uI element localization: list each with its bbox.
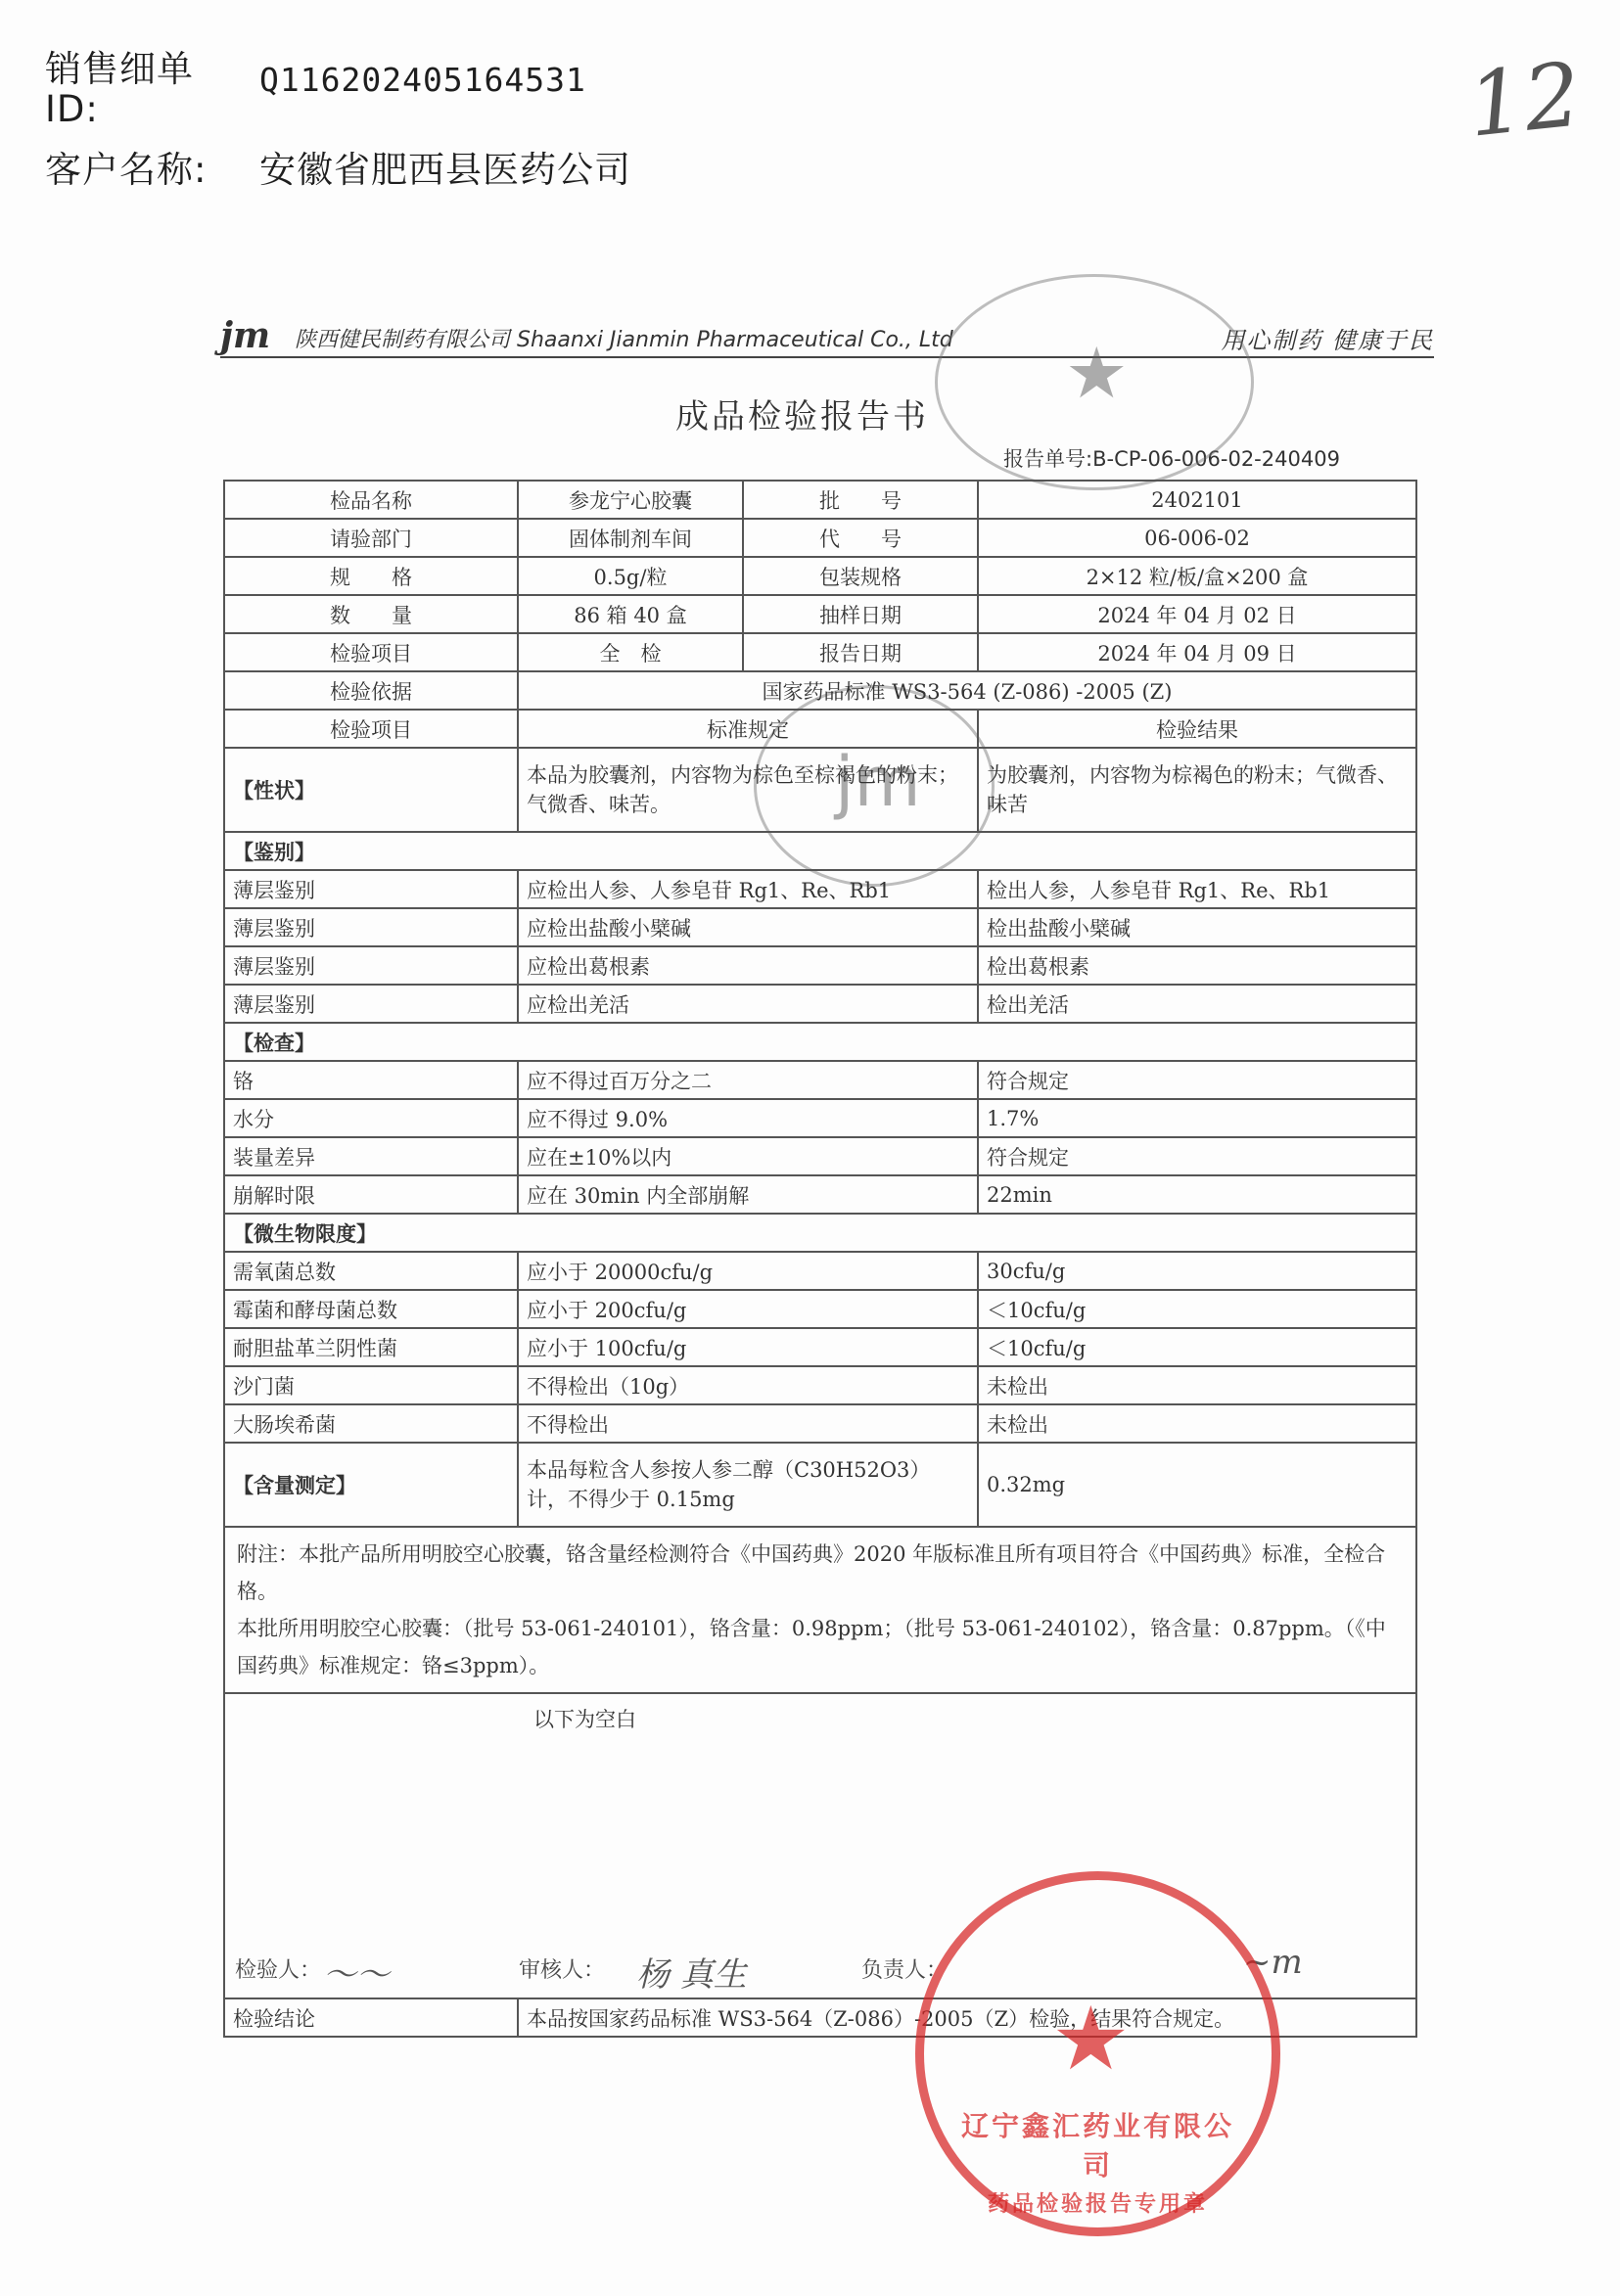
note-line-2: 本批所用明胶空心胶囊：（批号 53-061-240101），铬含量：0.98ppm；（批号 53-061-240102），铬含量：0.87ppm。（《中国药典》标准规定：铬≤3ppm）。 — [237, 1617, 1386, 1677]
section-row: 【微生物限度】 — [224, 1214, 1416, 1252]
table-row: 铬 应不得过百万分之二 符合规定 — [224, 1061, 1416, 1099]
table-row: 检验项目 全 检 报告日期 2024 年 04 月 09 日 — [224, 633, 1416, 671]
table-row: 【含量测定】 本品每粒含人参按人参二醇（C30H52O3）计，不得少于 0.15mg 0.32mg — [224, 1443, 1416, 1527]
inspector-label: 检验人： — [235, 1958, 322, 1983]
section-row: 【鉴别】 — [224, 832, 1416, 870]
report-title: 成品检验报告书 — [675, 397, 929, 436]
notes-row — [224, 1527, 1416, 1693]
sales-id-value: Q116202405164531 — [259, 61, 586, 99]
reviewer-signature: 杨 真生 — [636, 1955, 747, 1995]
table-row: 薄层鉴别 应检出人参、人参皂苷 Rg1、Re、Rb1 检出人参，人参皂苷 Rg1、Re、Rb1 — [224, 870, 1416, 908]
blank-notice: 以下为空白 — [224, 1693, 1416, 1998]
inspector-signature-icon: 〜〜 — [323, 1955, 390, 1995]
table-row: 薄层鉴别 应检出羌活 检出羌活 — [224, 985, 1416, 1023]
table-row: 数 量 86 箱 40 盒 抽样日期 2024 年 04 月 02 日 — [224, 595, 1416, 633]
conclusion-text: 本品按国家药品标准 WS3-564（Z-086）-2005（Z）检验，结果符合规定。 — [518, 1998, 1416, 2037]
sales-id-label-2: ID: — [45, 88, 99, 130]
table-row: 霉菌和酵母菌总数 应小于 200cfu/g ＜10cfu/g — [224, 1290, 1416, 1328]
sales-id-label: 销售细单 — [45, 48, 194, 90]
table-row: 需氧菌总数 应小于 20000cfu/g 30cfu/g — [224, 1252, 1416, 1290]
table-row: 沙门菌 不得检出（10g） 未检出 — [224, 1366, 1416, 1404]
seal-star-icon: ★ — [1051, 1988, 1131, 2090]
seal-star-icon: ★ — [1065, 332, 1129, 414]
seal-logo-icon: jm — [835, 742, 921, 822]
responsible-signature-icon: ~m — [1243, 1943, 1303, 1982]
red-seal-text: 辽宁鑫汇药业有限公司 药品检验报告专用章 — [960, 2110, 1234, 2217]
company-slogan: 用心制药 健康于民 — [1221, 327, 1434, 354]
note-line-1: 附注：本批产品所用明胶空心胶囊，铬含量经检测符合《中国药典》2020 年版标准且所有项目符合《中国药典》标准，全检合格。 — [237, 1542, 1386, 1603]
company-letterhead — [220, 313, 1434, 358]
table-row: 装量差异 应在±10%以内 符合规定 — [224, 1137, 1416, 1175]
table-row: 请验部门 固体制剂车间 代 号 06-006-02 — [224, 519, 1416, 557]
company-logo-icon: jm — [220, 315, 271, 356]
table-header-row: 检验项目 标准规定 检验结果 — [224, 710, 1416, 748]
section-row: 【检查】 — [224, 1023, 1416, 1061]
table-row: 规 格 0.5g/粒 包装规格 2×12 粒/板/盒×200 盒 — [224, 557, 1416, 595]
gray-seal-top — [935, 274, 1254, 490]
table-row: 薄层鉴别 应检出盐酸小檗碱 检出盐酸小檗碱 — [224, 908, 1416, 946]
customer-label: 客户名称: — [45, 149, 208, 191]
reviewer-label: 审核人： — [519, 1958, 606, 1983]
table-row: 耐胆盐革兰阴性菌 应小于 100cfu/g ＜10cfu/g — [224, 1328, 1416, 1366]
table-row: 检验依据 国家药品标准 WS3-564 (Z-086) -2005 (Z) — [224, 671, 1416, 710]
responsible-label: 负责人： — [861, 1958, 949, 1983]
report-table — [223, 480, 1417, 2038]
company-name: 陕西健民制药有限公司 Shaanxi Jianmin Pharmaceutical Co., Ltd — [295, 328, 953, 352]
conclusion-label: 检验结论 — [224, 1998, 518, 2037]
red-company-seal — [915, 1871, 1280, 2236]
table-row: 【性状】 本品为胶囊剂，内容物为棕色至棕褐色的粉末；气微香、味苦。 为胶囊剂，内容物为棕褐色的粉末；气微香、味苦 — [224, 748, 1416, 832]
table-row: 检品名称 参龙宁心胶囊 批 号 2402101 — [224, 481, 1416, 519]
table-row: 水分 应不得过 9.0% 1.7% — [224, 1099, 1416, 1137]
report-number: 报告单号:B-CP-06-006-02-240409 — [1003, 447, 1340, 471]
table-row: 薄层鉴别 应检出葛根素 检出葛根素 — [224, 946, 1416, 985]
customer-value: 安徽省肥西县医药公司 — [259, 149, 631, 191]
table-row: 崩解时限 应在 30min 内全部崩解 22min — [224, 1175, 1416, 1214]
handwritten-page-number: 12 — [1462, 43, 1586, 158]
table-row: 大肠埃希菌 不得检出 未检出 — [224, 1404, 1416, 1443]
